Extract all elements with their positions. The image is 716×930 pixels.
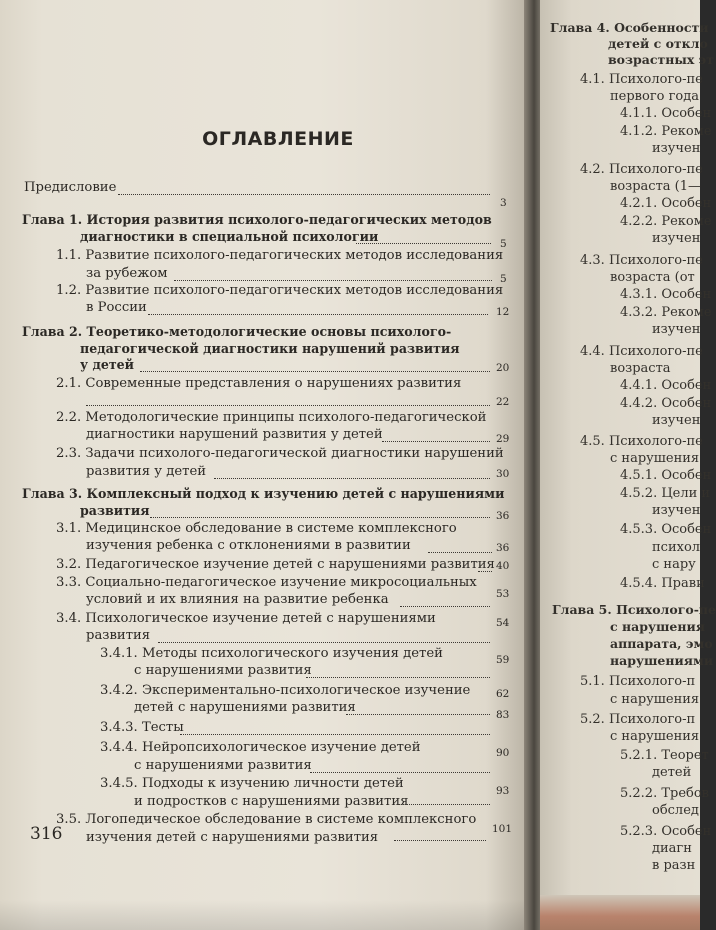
r-line: 4.5.4. Прави — [620, 576, 705, 591]
toc-section-2-3-line1: 2.3. Задачи психолого-педагогической диагностики нарушений — [56, 446, 504, 461]
r-line: изучен — [652, 231, 701, 246]
r-line: 4.4.2. Особен — [620, 396, 712, 411]
leader-dots — [310, 772, 490, 773]
r-line: 4.4. Психолого-пе — [580, 344, 703, 359]
r-line: Глава 5. Психолого-пе — [552, 602, 716, 617]
toc-section-3-1-line2: изучения ребенка с отклонениями в развитии — [86, 538, 411, 553]
toc-page: 83 — [496, 709, 510, 721]
toc-chapter-2-line1: Глава 2. Теоретико-методологические основы психолого- — [22, 324, 452, 339]
toc-section-1-2-line1: 1.2. Развитие психолого-педагогических методов исследования — [56, 283, 504, 298]
toc-section-3-3-line2: условий и их влияния на развитие ребенка — [86, 592, 389, 607]
leader-dots — [174, 280, 492, 281]
toc-page: 5 — [500, 238, 507, 250]
toc-chapter-2-line2: педагогической диагностики нарушений развития — [80, 341, 460, 356]
toc-page: 3 — [500, 197, 507, 209]
r-line: 4.1.2. Рекоме — [620, 124, 712, 139]
leader-dots — [394, 840, 486, 841]
leader-dots — [382, 441, 490, 442]
r-line: психол — [652, 540, 701, 555]
toc-section-3-4-1-line2: с нарушениями развития — [134, 663, 312, 678]
toc-section-1-2-line2: в России — [86, 300, 147, 315]
r-line: Глава 4. Особенности — [550, 20, 709, 35]
toc-section-3-4-3: 3.4.3. Тесты — [100, 720, 184, 735]
toc-chapter-1-line2: диагностики в специальной психологии — [80, 229, 379, 244]
r-line: возраста — [610, 361, 671, 376]
r-line: детей с откло — [608, 36, 708, 51]
leader-dots — [140, 371, 490, 372]
r-line: обслед — [652, 803, 699, 818]
toc-chapter-3-line1: Глава 3. Комплексный подход к изучению детей с нарушениями — [22, 486, 505, 501]
leader-dots — [398, 804, 490, 805]
r-line: с нарушения — [610, 692, 700, 707]
r-line: 4.3.2. Рекоме — [620, 305, 712, 320]
toc-page: 5 — [500, 273, 507, 285]
r-line: изучен — [652, 503, 701, 518]
toc-section-2-3-line2: развития у детей — [86, 464, 207, 479]
r-line: нарушениями — [610, 653, 714, 668]
toc-section-3-3-line1: 3.3. Социально-педагогическое изучение микросоциальных — [56, 575, 477, 590]
r-line: 4.2. Психолого-пе — [580, 162, 703, 177]
r-line: 4.1.1. Особен — [620, 106, 712, 121]
r-line: диагн — [652, 841, 692, 856]
leader-dots — [346, 714, 490, 715]
r-line: возраста (1— — [610, 179, 702, 194]
leader-dots — [118, 194, 490, 195]
leader-dots — [478, 571, 492, 572]
r-line: с нарушения — [610, 619, 705, 634]
toc-page: 30 — [496, 468, 510, 480]
toc-page: 40 — [496, 560, 510, 572]
toc-section-2-2-line2: диагностики нарушений развития у детей — [86, 427, 383, 442]
leader-dots — [180, 734, 490, 735]
r-line: изучен — [652, 141, 701, 156]
toc-title: ОГЛАВЛЕНИЕ — [202, 128, 354, 150]
leader-dots — [150, 517, 490, 518]
r-line: 5.2. Психолого-п — [580, 712, 696, 727]
toc-entry-preface: Предисловие — [24, 180, 117, 195]
leader-dots — [86, 405, 490, 406]
toc-chapter-1-line1: Глава 1. История развития психолого-педагогических методов — [22, 212, 492, 227]
toc-page: 29 — [496, 433, 510, 445]
r-line: первого года — [610, 89, 699, 104]
toc-page: 12 — [496, 306, 510, 318]
r-line: 5.2.2. Требов — [620, 786, 710, 801]
toc-section-3-5-line2: изучения детей с нарушениями развития — [86, 830, 379, 845]
toc-section-3-1-line1: 3.1. Медицинское обследование в системе комплексного — [56, 521, 457, 536]
toc-page: 93 — [496, 785, 510, 797]
leader-dots — [428, 552, 492, 553]
toc-page: 36 — [496, 542, 510, 554]
right-page — [540, 0, 716, 930]
page-edge — [540, 895, 700, 930]
r-line: с нару — [652, 557, 696, 572]
r-line: 4.5.1. Особен — [620, 468, 712, 483]
toc-section-1-1-line1: 1.1. Развитие психолого-педагогических методов исследования — [56, 248, 504, 263]
r-line: возраста (от — [610, 270, 695, 285]
r-line: с нарушения — [610, 451, 700, 466]
leader-dots — [356, 243, 491, 244]
toc-section-3-4-2-line2: детей с нарушениями развития — [134, 700, 356, 715]
toc-page: 22 — [496, 396, 510, 408]
leader-dots — [148, 314, 488, 315]
page-number: 316 — [30, 824, 63, 844]
toc-page: 20 — [496, 362, 510, 374]
r-line: аппарата, эмо — [610, 636, 713, 651]
toc-section-3-4-1-line1: 3.4.1. Методы психологического изучения детей — [100, 646, 443, 661]
r-line: изучен — [652, 413, 701, 428]
toc-page: 90 — [496, 747, 510, 759]
toc-page: 101 — [492, 823, 513, 835]
toc-section-3-4-line1: 3.4. Психологическое изучение детей с нарушениями — [56, 611, 436, 626]
r-line: детей — [652, 765, 692, 780]
toc-section-3-5-line1: 3.5. Логопедическое обследование в системе комплексного — [56, 812, 477, 827]
r-line: возрастных эт — [608, 52, 715, 67]
r-line: 4.3.1. Особен — [620, 287, 712, 302]
toc-page: 54 — [496, 617, 510, 629]
toc-page: 62 — [496, 688, 510, 700]
page-shadow — [0, 900, 528, 930]
toc-section-1-1-line2: за рубежом — [86, 266, 168, 281]
leader-dots — [400, 606, 490, 607]
r-line: с нарушения — [610, 729, 700, 744]
r-line: 4.2.2. Рекоме — [620, 214, 712, 229]
toc-chapter-3-line2: развития — [80, 503, 150, 518]
toc-chapter-2-line3: у детей — [80, 357, 135, 372]
toc-page: 36 — [496, 510, 510, 522]
leader-dots — [158, 642, 490, 643]
leader-dots — [306, 677, 490, 678]
toc-section-3-4-5-line2: и подростков с нарушениями развития — [134, 794, 409, 809]
toc-section-3-4-2-line1: 3.4.2. Экспериментально-психологическое изучение — [100, 683, 471, 698]
r-line: 5.2.3. Особен — [620, 824, 712, 839]
toc-section-3-4-4-line1: 3.4.4. Нейропсихологическое изучение детей — [100, 740, 421, 755]
toc-page: 53 — [496, 588, 510, 600]
toc-section-3-2-line1: 3.2. Педагогическое изучение детей с нарушениями развития — [56, 557, 495, 572]
toc-page: 59 — [496, 654, 510, 666]
r-line: в разн — [652, 858, 696, 873]
toc-section-3-4-5-line1: 3.4.5. Подходы к изучению личности детей — [100, 776, 404, 791]
toc-section-2-2-line1: 2.2. Методологические принципы психолого-педагогической — [56, 410, 487, 425]
r-line: 4.3. Психолого-пе — [580, 253, 703, 268]
r-line: 4.5.3. Особен — [620, 522, 712, 537]
r-line: 4.4.1. Особен — [620, 378, 712, 393]
leader-dots — [214, 478, 490, 479]
toc-section-3-4-line2: развития — [86, 628, 151, 643]
r-line: 5.1. Психолого-п — [580, 674, 696, 689]
r-line: 5.2.1. Теорет — [620, 748, 709, 763]
r-line: изучен — [652, 322, 701, 337]
r-line: 4.2.1. Особен — [620, 196, 712, 211]
r-line: 4.5.2. Цели и — [620, 486, 711, 501]
r-line: 4.1. Психолого-пе — [580, 72, 703, 87]
toc-section-2-1-line1: 2.1. Современные представления о нарушениях развития — [56, 376, 462, 391]
toc-section-3-4-4-line2: с нарушениями развития — [134, 758, 312, 773]
r-line: 4.5. Психолого-пе — [580, 434, 703, 449]
